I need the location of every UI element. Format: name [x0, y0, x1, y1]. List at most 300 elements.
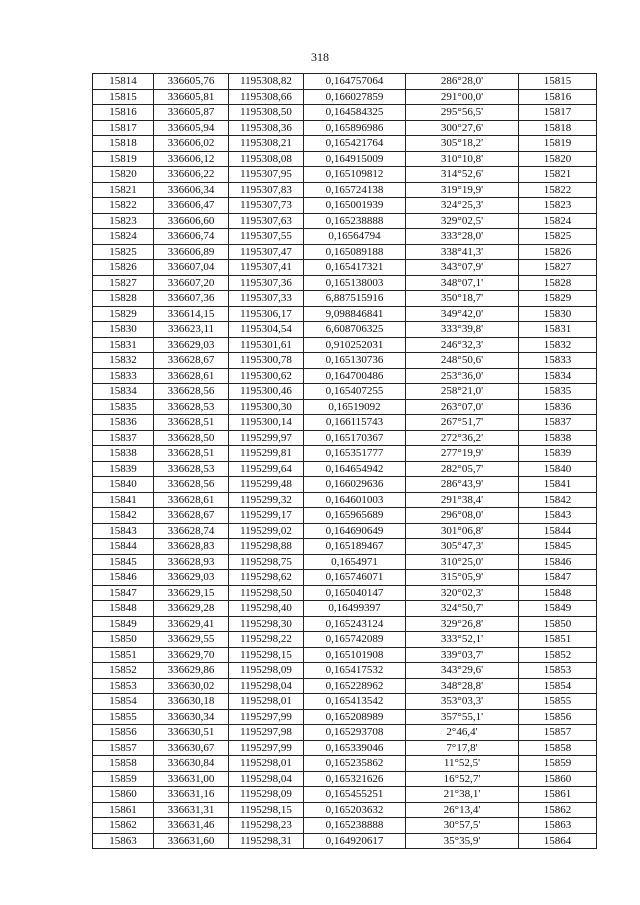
table-row: [93, 601, 597, 617]
point-to-cell: 15830: [519, 306, 597, 322]
point-to-cell: 15855: [519, 694, 597, 710]
distance-cell: 0,166029636: [304, 477, 406, 493]
y-coordinate-cell: 1195298,09: [229, 663, 304, 679]
point-from-cell: 15853: [93, 678, 154, 694]
y-coordinate-cell: 1195307,33: [229, 291, 304, 307]
point-to-cell: 15858: [519, 740, 597, 756]
distance-cell: 0,165407255: [304, 384, 406, 400]
y-coordinate-cell: 1195298,15: [229, 647, 304, 663]
table-row: [93, 167, 597, 183]
distance-cell: 0,164601003: [304, 492, 406, 508]
point-from-cell: 15858: [93, 756, 154, 772]
bearing-cell: 21°38,1': [406, 787, 519, 803]
y-coordinate-cell: 1195298,62: [229, 570, 304, 586]
y-coordinate-cell: 1195299,48: [229, 477, 304, 493]
point-from-cell: 15821: [93, 182, 154, 198]
point-to-cell: 15835: [519, 384, 597, 400]
point-to-cell: 15847: [519, 570, 597, 586]
distance-cell: 0,164757064: [304, 74, 406, 90]
point-from-cell: 15815: [93, 89, 154, 105]
bearing-cell: 2°46,4': [406, 725, 519, 741]
y-coordinate-cell: 1195308,08: [229, 151, 304, 167]
bearing-cell: 319°19,9': [406, 182, 519, 198]
point-from-cell: 15822: [93, 198, 154, 214]
bearing-cell: 348°28,8': [406, 678, 519, 694]
y-coordinate-cell: 1195298,75: [229, 554, 304, 570]
point-to-cell: 15834: [519, 368, 597, 384]
x-coordinate-cell: 336629,03: [154, 570, 229, 586]
table-row: [93, 136, 597, 152]
x-coordinate-cell: 336628,56: [154, 477, 229, 493]
point-from-cell: 15827: [93, 275, 154, 291]
distance-cell: 0,165109812: [304, 167, 406, 183]
distance-cell: 0,166027859: [304, 89, 406, 105]
bearing-cell: 315°05,9': [406, 570, 519, 586]
y-coordinate-cell: 1195307,63: [229, 213, 304, 229]
bearing-cell: 286°28,0': [406, 74, 519, 90]
point-from-cell: 15855: [93, 709, 154, 725]
y-coordinate-cell: 1195298,15: [229, 802, 304, 818]
point-from-cell: 15852: [93, 663, 154, 679]
x-coordinate-cell: 336628,51: [154, 446, 229, 462]
point-from-cell: 15848: [93, 601, 154, 617]
y-coordinate-cell: 1195307,41: [229, 260, 304, 276]
distance-cell: 0,165208989: [304, 709, 406, 725]
table-row: [93, 787, 597, 803]
y-coordinate-cell: 1195299,02: [229, 523, 304, 539]
y-coordinate-cell: 1195306,17: [229, 306, 304, 322]
distance-cell: 0,164700486: [304, 368, 406, 384]
point-to-cell: 15832: [519, 337, 597, 353]
y-coordinate-cell: 1195300,78: [229, 353, 304, 369]
x-coordinate-cell: 336614,15: [154, 306, 229, 322]
table-row: [93, 632, 597, 648]
point-to-cell: 15863: [519, 818, 597, 834]
x-coordinate-cell: 336606,47: [154, 198, 229, 214]
point-to-cell: 15821: [519, 167, 597, 183]
point-from-cell: 15859: [93, 771, 154, 787]
bearing-cell: 310°10,8': [406, 151, 519, 167]
bearing-cell: 333°28,0': [406, 229, 519, 245]
table-row: [93, 74, 597, 90]
distance-cell: 0,166115743: [304, 415, 406, 431]
point-to-cell: 15822: [519, 182, 597, 198]
distance-cell: 0,165413542: [304, 694, 406, 710]
distance-cell: 0,165203632: [304, 802, 406, 818]
x-coordinate-cell: 336629,55: [154, 632, 229, 648]
bearing-cell: 7°17,8': [406, 740, 519, 756]
point-to-cell: 15837: [519, 415, 597, 431]
x-coordinate-cell: 336607,36: [154, 291, 229, 307]
table-row: [93, 120, 597, 136]
distance-cell: 0,16519092: [304, 399, 406, 415]
table-row: [93, 229, 597, 245]
point-to-cell: 15824: [519, 213, 597, 229]
point-from-cell: 15849: [93, 616, 154, 632]
y-coordinate-cell: 1195297,99: [229, 740, 304, 756]
bearing-cell: 333°52,1': [406, 632, 519, 648]
x-coordinate-cell: 336630,84: [154, 756, 229, 772]
y-coordinate-cell: 1195298,04: [229, 771, 304, 787]
point-to-cell: 15828: [519, 275, 597, 291]
point-from-cell: 15818: [93, 136, 154, 152]
y-coordinate-cell: 1195298,30: [229, 616, 304, 632]
table-row: [93, 384, 597, 400]
point-to-cell: 15817: [519, 105, 597, 121]
distance-cell: 0,164915009: [304, 151, 406, 167]
point-from-cell: 15823: [93, 213, 154, 229]
point-to-cell: 15815: [519, 74, 597, 90]
x-coordinate-cell: 336605,81: [154, 89, 229, 105]
y-coordinate-cell: 1195299,97: [229, 430, 304, 446]
point-to-cell: 15851: [519, 632, 597, 648]
point-from-cell: 15844: [93, 539, 154, 555]
point-to-cell: 15836: [519, 399, 597, 415]
y-coordinate-cell: 1195298,31: [229, 833, 304, 849]
page-number: 318: [311, 50, 329, 64]
table-row: [93, 756, 597, 772]
point-from-cell: 15839: [93, 461, 154, 477]
table-row: [93, 260, 597, 276]
point-from-cell: 15817: [93, 120, 154, 136]
table-row: [93, 585, 597, 601]
point-from-cell: 15838: [93, 446, 154, 462]
table-row: [93, 771, 597, 787]
distance-cell: 0,165130736: [304, 353, 406, 369]
table-row: [93, 461, 597, 477]
x-coordinate-cell: 336631,16: [154, 787, 229, 803]
bearing-cell: 277°19,9': [406, 446, 519, 462]
y-coordinate-cell: 1195308,36: [229, 120, 304, 136]
x-coordinate-cell: 336628,61: [154, 492, 229, 508]
table-row: [93, 182, 597, 198]
x-coordinate-cell: 336628,83: [154, 539, 229, 555]
table-row: [93, 709, 597, 725]
distance-cell: 0,165417321: [304, 260, 406, 276]
distance-cell: 0,910252031: [304, 337, 406, 353]
x-coordinate-cell: 336606,34: [154, 182, 229, 198]
bearing-cell: 348°07,1': [406, 275, 519, 291]
distance-cell: 0,165138003: [304, 275, 406, 291]
y-coordinate-cell: 1195308,82: [229, 74, 304, 90]
distance-cell: 0,165746071: [304, 570, 406, 586]
point-from-cell: 15863: [93, 833, 154, 849]
bearing-cell: 339°03,7': [406, 647, 519, 663]
bearing-cell: 349°42,0': [406, 306, 519, 322]
distance-cell: 0,165965689: [304, 508, 406, 524]
x-coordinate-cell: 336630,02: [154, 678, 229, 694]
point-to-cell: 15841: [519, 477, 597, 493]
point-from-cell: 15832: [93, 353, 154, 369]
table-row: [93, 446, 597, 462]
y-coordinate-cell: 1195301,61: [229, 337, 304, 353]
point-from-cell: 15814: [93, 74, 154, 90]
distance-cell: 0,165896986: [304, 120, 406, 136]
point-from-cell: 15861: [93, 802, 154, 818]
table-row: [93, 554, 597, 570]
table-row: [93, 368, 597, 384]
bearing-cell: 272°36,2': [406, 430, 519, 446]
bearing-cell: 350°18,7': [406, 291, 519, 307]
point-from-cell: 15854: [93, 694, 154, 710]
x-coordinate-cell: 336631,31: [154, 802, 229, 818]
x-coordinate-cell: 336629,86: [154, 663, 229, 679]
x-coordinate-cell: 336606,02: [154, 136, 229, 152]
bearing-cell: 338°41,3': [406, 244, 519, 260]
point-to-cell: 15829: [519, 291, 597, 307]
x-coordinate-cell: 336629,03: [154, 337, 229, 353]
distance-cell: 0,165417532: [304, 663, 406, 679]
distance-cell: 0,165101908: [304, 647, 406, 663]
distance-cell: 0,165238888: [304, 213, 406, 229]
point-to-cell: 15831: [519, 322, 597, 338]
bearing-cell: 357°55,1': [406, 709, 519, 725]
point-from-cell: 15826: [93, 260, 154, 276]
distance-cell: 0,165243124: [304, 616, 406, 632]
bearing-cell: 343°07,9': [406, 260, 519, 276]
y-coordinate-cell: 1195300,46: [229, 384, 304, 400]
x-coordinate-cell: 336628,50: [154, 430, 229, 446]
point-from-cell: 15857: [93, 740, 154, 756]
point-from-cell: 15841: [93, 492, 154, 508]
x-coordinate-cell: 336628,67: [154, 353, 229, 369]
bearing-cell: 16°52,7': [406, 771, 519, 787]
table-row: [93, 725, 597, 741]
table-row: [93, 151, 597, 167]
point-to-cell: 15848: [519, 585, 597, 601]
point-from-cell: 15825: [93, 244, 154, 260]
y-coordinate-cell: 1195298,88: [229, 539, 304, 555]
point-to-cell: 15840: [519, 461, 597, 477]
point-from-cell: 15843: [93, 523, 154, 539]
y-coordinate-cell: 1195307,83: [229, 182, 304, 198]
point-to-cell: 15853: [519, 663, 597, 679]
distance-cell: 0,165421764: [304, 136, 406, 152]
table-row: [93, 213, 597, 229]
point-from-cell: 15836: [93, 415, 154, 431]
x-coordinate-cell: 336628,56: [154, 384, 229, 400]
x-coordinate-cell: 336606,74: [154, 229, 229, 245]
table-row: [93, 337, 597, 353]
point-to-cell: 15859: [519, 756, 597, 772]
y-coordinate-cell: 1195307,36: [229, 275, 304, 291]
point-to-cell: 15819: [519, 136, 597, 152]
y-coordinate-cell: 1195307,55: [229, 229, 304, 245]
y-coordinate-cell: 1195297,99: [229, 709, 304, 725]
table-row: [93, 306, 597, 322]
table-row: [93, 740, 597, 756]
bearing-cell: 253°36,0': [406, 368, 519, 384]
x-coordinate-cell: 336606,89: [154, 244, 229, 260]
y-coordinate-cell: 1195304,54: [229, 322, 304, 338]
bearing-cell: 291°38,4': [406, 492, 519, 508]
x-coordinate-cell: 336628,61: [154, 368, 229, 384]
x-coordinate-cell: 336623,11: [154, 322, 229, 338]
table-row: [93, 105, 597, 121]
x-coordinate-cell: 336629,70: [154, 647, 229, 663]
x-coordinate-cell: 336631,60: [154, 833, 229, 849]
point-from-cell: 15816: [93, 105, 154, 121]
bearing-cell: 333°39,8': [406, 322, 519, 338]
table-row: [93, 818, 597, 834]
x-coordinate-cell: 336606,12: [154, 151, 229, 167]
x-coordinate-cell: 336630,18: [154, 694, 229, 710]
distance-cell: 0,165235862: [304, 756, 406, 772]
y-coordinate-cell: 1195307,95: [229, 167, 304, 183]
table-row: [93, 647, 597, 663]
distance-cell: 0,165455251: [304, 787, 406, 803]
bearing-cell: 286°43,9': [406, 477, 519, 493]
bearing-cell: 324°25,3': [406, 198, 519, 214]
point-to-cell: 15845: [519, 539, 597, 555]
point-from-cell: 15862: [93, 818, 154, 834]
point-to-cell: 15850: [519, 616, 597, 632]
table-row: [93, 430, 597, 446]
point-to-cell: 15826: [519, 244, 597, 260]
x-coordinate-cell: 336607,04: [154, 260, 229, 276]
point-to-cell: 15849: [519, 601, 597, 617]
point-from-cell: 15851: [93, 647, 154, 663]
table-row: [93, 322, 597, 338]
x-coordinate-cell: 336628,53: [154, 461, 229, 477]
point-from-cell: 15820: [93, 167, 154, 183]
distance-cell: 9,098846841: [304, 306, 406, 322]
distance-cell: 0,165724138: [304, 182, 406, 198]
point-from-cell: 15842: [93, 508, 154, 524]
table-row: [93, 399, 597, 415]
x-coordinate-cell: 336628,53: [154, 399, 229, 415]
table-row: [93, 539, 597, 555]
bearing-cell: 305°18,2': [406, 136, 519, 152]
x-coordinate-cell: 336605,94: [154, 120, 229, 136]
x-coordinate-cell: 336605,87: [154, 105, 229, 121]
bearing-cell: 320°02,3': [406, 585, 519, 601]
point-to-cell: 15860: [519, 771, 597, 787]
x-coordinate-cell: 336628,51: [154, 415, 229, 431]
bearing-cell: 11°52,5': [406, 756, 519, 772]
x-coordinate-cell: 336628,67: [154, 508, 229, 524]
distance-cell: 0,165170367: [304, 430, 406, 446]
point-from-cell: 15860: [93, 787, 154, 803]
table-row: [93, 492, 597, 508]
distance-cell: 0,165089188: [304, 244, 406, 260]
point-to-cell: 15838: [519, 430, 597, 446]
distance-cell: 0,165040147: [304, 585, 406, 601]
table-row: [93, 353, 597, 369]
bearing-cell: 310°25,0': [406, 554, 519, 570]
point-from-cell: 15856: [93, 725, 154, 741]
distance-cell: 0,164920617: [304, 833, 406, 849]
distance-cell: 0,165293708: [304, 725, 406, 741]
bearing-cell: 305°47,3': [406, 539, 519, 555]
y-coordinate-cell: 1195298,01: [229, 694, 304, 710]
distance-cell: 0,164654942: [304, 461, 406, 477]
point-from-cell: 15830: [93, 322, 154, 338]
bearing-cell: 246°32,3': [406, 337, 519, 353]
table-body: [93, 74, 597, 849]
bearing-cell: 295°56,5': [406, 105, 519, 121]
y-coordinate-cell: 1195300,62: [229, 368, 304, 384]
bearing-cell: 314°52,6': [406, 167, 519, 183]
bearing-cell: 26°13,4': [406, 802, 519, 818]
x-coordinate-cell: 336628,93: [154, 554, 229, 570]
point-from-cell: 15850: [93, 632, 154, 648]
point-to-cell: 15820: [519, 151, 597, 167]
point-to-cell: 15827: [519, 260, 597, 276]
x-coordinate-cell: 336629,28: [154, 601, 229, 617]
coordinates-table: [92, 73, 597, 849]
y-coordinate-cell: 1195308,21: [229, 136, 304, 152]
point-to-cell: 15833: [519, 353, 597, 369]
table-row: [93, 570, 597, 586]
bearing-cell: 300°27,6': [406, 120, 519, 136]
point-to-cell: 15857: [519, 725, 597, 741]
point-from-cell: 15847: [93, 585, 154, 601]
table-row: [93, 291, 597, 307]
point-from-cell: 15824: [93, 229, 154, 245]
point-to-cell: 15843: [519, 508, 597, 524]
x-coordinate-cell: 336605,76: [154, 74, 229, 90]
x-coordinate-cell: 336631,46: [154, 818, 229, 834]
point-from-cell: 15834: [93, 384, 154, 400]
y-coordinate-cell: 1195300,14: [229, 415, 304, 431]
distance-cell: 6,887515916: [304, 291, 406, 307]
bearing-cell: 282°05,7': [406, 461, 519, 477]
bearing-cell: 30°57,5': [406, 818, 519, 834]
point-to-cell: 15861: [519, 787, 597, 803]
bearing-cell: 263°07,0': [406, 399, 519, 415]
bearing-cell: 329°02,5': [406, 213, 519, 229]
y-coordinate-cell: 1195308,50: [229, 105, 304, 121]
y-coordinate-cell: 1195298,01: [229, 756, 304, 772]
x-coordinate-cell: 336629,41: [154, 616, 229, 632]
table-row: [93, 833, 597, 849]
y-coordinate-cell: 1195297,98: [229, 725, 304, 741]
bearing-cell: 258°21,0': [406, 384, 519, 400]
distance-cell: 0,165001939: [304, 198, 406, 214]
x-coordinate-cell: 336630,67: [154, 740, 229, 756]
table-row: [93, 198, 597, 214]
bearing-cell: 324°50,7': [406, 601, 519, 617]
table-row: [93, 694, 597, 710]
point-from-cell: 15819: [93, 151, 154, 167]
point-from-cell: 15837: [93, 430, 154, 446]
bearing-cell: 267°51,7': [406, 415, 519, 431]
point-to-cell: 15823: [519, 198, 597, 214]
point-to-cell: 15842: [519, 492, 597, 508]
point-from-cell: 15829: [93, 306, 154, 322]
distance-cell: 6,608706325: [304, 322, 406, 338]
distance-cell: 0,16499397: [304, 601, 406, 617]
x-coordinate-cell: 336629,15: [154, 585, 229, 601]
distance-cell: 0,16564794: [304, 229, 406, 245]
table-row: [93, 275, 597, 291]
point-to-cell: 15846: [519, 554, 597, 570]
y-coordinate-cell: 1195298,40: [229, 601, 304, 617]
y-coordinate-cell: 1195298,22: [229, 632, 304, 648]
point-from-cell: 15835: [93, 399, 154, 415]
x-coordinate-cell: 336606,60: [154, 213, 229, 229]
distance-cell: 0,164690649: [304, 523, 406, 539]
point-to-cell: 15852: [519, 647, 597, 663]
bearing-cell: 248°50,6': [406, 353, 519, 369]
bearing-cell: 353°03,3': [406, 694, 519, 710]
point-from-cell: 15846: [93, 570, 154, 586]
bearing-cell: 301°06,8': [406, 523, 519, 539]
y-coordinate-cell: 1195299,32: [229, 492, 304, 508]
distance-cell: 0,1654971: [304, 554, 406, 570]
distance-cell: 0,165238888: [304, 818, 406, 834]
